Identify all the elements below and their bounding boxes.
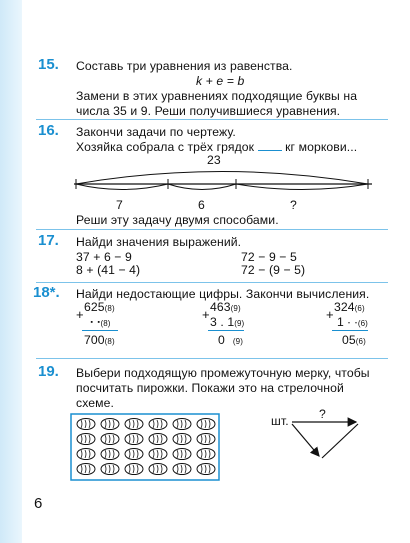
calc-1-result: 700(8) — [84, 333, 115, 347]
calc-2-result: 0 (9) — [218, 333, 243, 347]
page-side-bar — [0, 0, 22, 543]
calc-1-top: 625(8) — [84, 300, 115, 314]
pies-illustration — [70, 413, 220, 481]
calc-2-mid: 3 . 1(9) — [210, 315, 245, 329]
arrow-left — [292, 424, 319, 456]
task-16-blank[interactable] — [258, 140, 282, 151]
task-16-segment-1-label: 7 — [116, 198, 123, 212]
calc-1-plus: + — [76, 307, 84, 322]
task-16-line-1: Закончи задачи по чертежу. — [76, 125, 236, 139]
task-17-expr-3: 72 − 9 − 5 — [241, 250, 297, 264]
task-16-line-3: Реши эту задачу двумя способами. — [76, 213, 279, 227]
task-15-line-3: Замени в этих уравнениях подходящие буквы на — [76, 89, 358, 103]
calc-3-rule — [332, 330, 368, 331]
task-17-number: 17. — [38, 232, 59, 249]
task-16-number: 16. — [38, 122, 59, 139]
task-16-segment-diagram — [70, 163, 380, 201]
task-16-line-2b: кг моркови... — [285, 140, 358, 154]
diagram-unit-label: шт. — [271, 414, 289, 428]
task-19-line-3: схеме. — [76, 396, 114, 410]
task-17-expr-4: 72 − (9 − 5) — [241, 263, 306, 277]
task-17-expr-2: 8 + (41 − 4) — [76, 263, 141, 277]
calc-1-mid: ∙ ∙(8) — [90, 315, 111, 329]
task-15-number: 15. — [38, 56, 59, 73]
task-17-expr-1: 37 + 6 − 9 — [76, 250, 132, 264]
separator — [36, 282, 388, 283]
calc-2-rule — [208, 330, 244, 331]
arrow-right — [322, 424, 358, 458]
task-18-line-1: Найди недостающие цифры. Закончи вычисления. — [76, 287, 370, 301]
calc-1-rule — [82, 330, 118, 331]
task-19-line-1: Выбери подходящую промежуточную мерку, чтобы — [76, 366, 370, 380]
separator — [36, 229, 388, 230]
page-number: 6 — [34, 495, 43, 512]
arrow-scheme-diagram — [286, 412, 366, 464]
separator — [36, 119, 388, 120]
separator — [36, 358, 388, 359]
task-18-number: 18*. — [33, 284, 60, 301]
calc-3-plus: + — [326, 307, 334, 322]
task-15-line-1: Составь три уравнения из равенства. — [76, 59, 293, 73]
task-16-total-label: 23 — [207, 153, 221, 167]
task-17-line-1: Найди значения выражений. — [76, 235, 242, 249]
task-16-line-2 — [76, 140, 357, 154]
calc-2-top: 463(9) — [210, 300, 241, 314]
task-16-line-2a: Хозяйка собрала с трёх грядок — [76, 140, 255, 154]
calc-3-mid: 1 ∙ ∙(6) — [337, 315, 368, 329]
task-15-formula: k + e = b — [196, 74, 245, 88]
total-arc — [76, 172, 368, 185]
diagram-question-label: ? — [319, 407, 326, 421]
task-19-number: 19. — [38, 363, 59, 380]
task-15-line-4: числа 35 и 9. Реши получившиеся уравнения. — [76, 104, 341, 118]
task-19-line-2: посчитать пирожки. Покажи это на стрелочной — [76, 381, 344, 395]
task-16-segment-2-label: 6 — [198, 198, 205, 212]
task-16-segment-3-label: ? — [290, 198, 297, 212]
calc-3-top: 324(6) — [334, 300, 365, 314]
calc-2-plus: + — [202, 307, 210, 322]
calc-3-result: 05(6) — [342, 333, 366, 347]
